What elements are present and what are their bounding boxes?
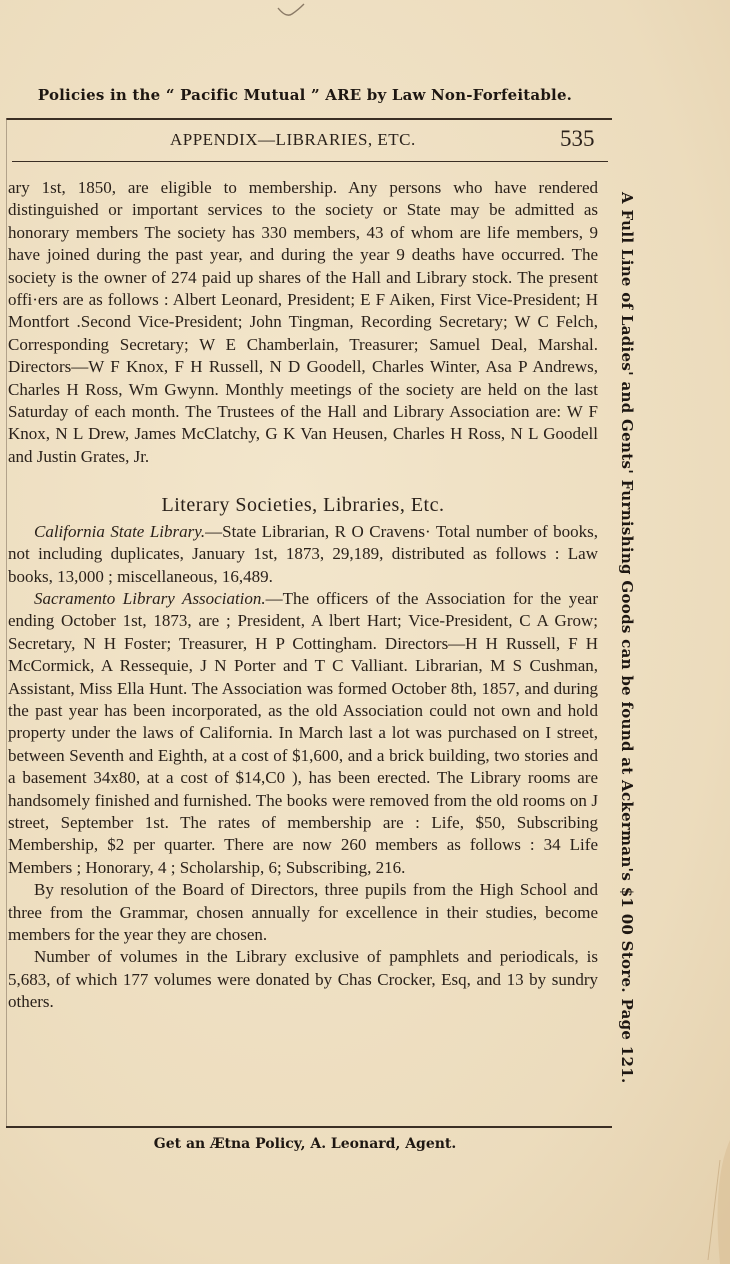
side-advertisement-banner <box>618 192 648 1084</box>
ornament-icon <box>276 2 306 20</box>
page-number: 535 <box>560 126 595 151</box>
volumes-paragraph: Number of volumes in the Library exclusive of pamphlets and periodicals, is 5,683, of which 177 volumes were donated by Chas Crocker, Esq, and 13 by sundry others. <box>8 947 598 1012</box>
header-divider <box>12 161 608 162</box>
bottom-advertisement-banner: Get an Ætna Policy, A. Leonard, Agent. <box>153 1136 457 1152</box>
section-heading: Literary Societies, Libraries, Etc. <box>161 494 445 517</box>
sacramento-paragraph <box>8 588 598 879</box>
sacramento-lead: Sacramento Library Association. <box>34 588 266 608</box>
intro-paragraph: ary 1st, 1850, are eligible to membership. Any persons who have rendered distinguished or important services to the society or State may be admitted as honorary members The society has 330 members, 43 of whom are life members, 9 have joined during the past year, and during the year 9 deaths have occurred. The society is the owner of 274 paid up shares of the Hall and Library stock. The present offi·ers are as follows : Albert Leonard, President; E F Aiken, First Vice-President; H Montfort .Second Vice-President; John Tingman, Recording Secretary; W C Felch, Corresponding Secretary; W E Chamberlain, Treasurer; Samuel Deal, Marshal. Directors—W F Knox, F H Russell, N D Goodell, Charles Winter, Asa P Andrews, Charles H Ross, Wm Gwynn. Monthly meetings of the society are held on the last Saturday of each month. The Trustees of the Hall and Library Association are: W F Knox, N L Drew, James McClatchy, G K Van Heusen, Charles H Ross, N L Goodell and Justin Grates, Jr. <box>8 178 598 466</box>
page-stain-decoration <box>690 1140 730 1264</box>
bottom-divider <box>6 1126 612 1128</box>
top-advertisement-banner: Policies in the “ Pacific Mutual ” ARE by Law Non-Forfeitable. <box>37 86 573 104</box>
running-header <box>0 128 600 158</box>
left-margin-rule <box>6 118 7 1128</box>
body-text <box>8 177 598 1014</box>
header-title: APPENDIX—LIBRARIES, ETC. <box>170 130 416 149</box>
side-banner-text: A Full Line of Ladies' and Gents' Furnishing Goods can be found at Ackerman's $1 00 Store. Page 121. <box>618 192 636 1084</box>
resolution-paragraph: By resolution of the Board of Directors, three pupils from the High School and three from the Grammar, chosen annually for excellence in their studies, become members for the year they are chosen. <box>8 880 598 944</box>
top-divider <box>6 118 612 120</box>
sacramento-text: —The officers of the Association for the year ending October 1st, 1873, are ; President, A lbert Hart; Vice-President, C A Grow; Secretary, N H Foster; Treasurer, H P Cottingham. Directors—H H Russell, F H McCormick, A Ressequie, J N Porter and T C Valliant. Librarian, M S Cushman, Assistant, Miss Ella Hunt. The Association was formed October 8th, 1857, and during the past year has been incorporated, as the old Association could not own and hold property under the laws of California. In March last a lot was purchased on I street, between Seventh and Eighth, at a cost of $1,600, and a brick building, two stories and a basement 34x80, at a cost of $14,C0 ), has been erected. The Library rooms are handsomely finished and furnished. The books were removed from the old rooms on J street, September 1st. The rates of membership are : Life, $50, Subscribing Membership, $2 per quarter. There are now 260 members as follows : 34 Life Members ; Honorary, 4 ; Scholarship, 6; Subscribing, 216. <box>8 588 598 877</box>
state-library-text: —State Librarian, R O Cravens· Total number of books, not including duplicates, January 1st, 1873, 29,189, distributed as follows : Law books, 13,000 ; miscellaneous, 16,489. <box>8 521 598 586</box>
state-library-paragraph <box>8 521 598 588</box>
state-library-lead: California State Library. <box>34 521 206 541</box>
